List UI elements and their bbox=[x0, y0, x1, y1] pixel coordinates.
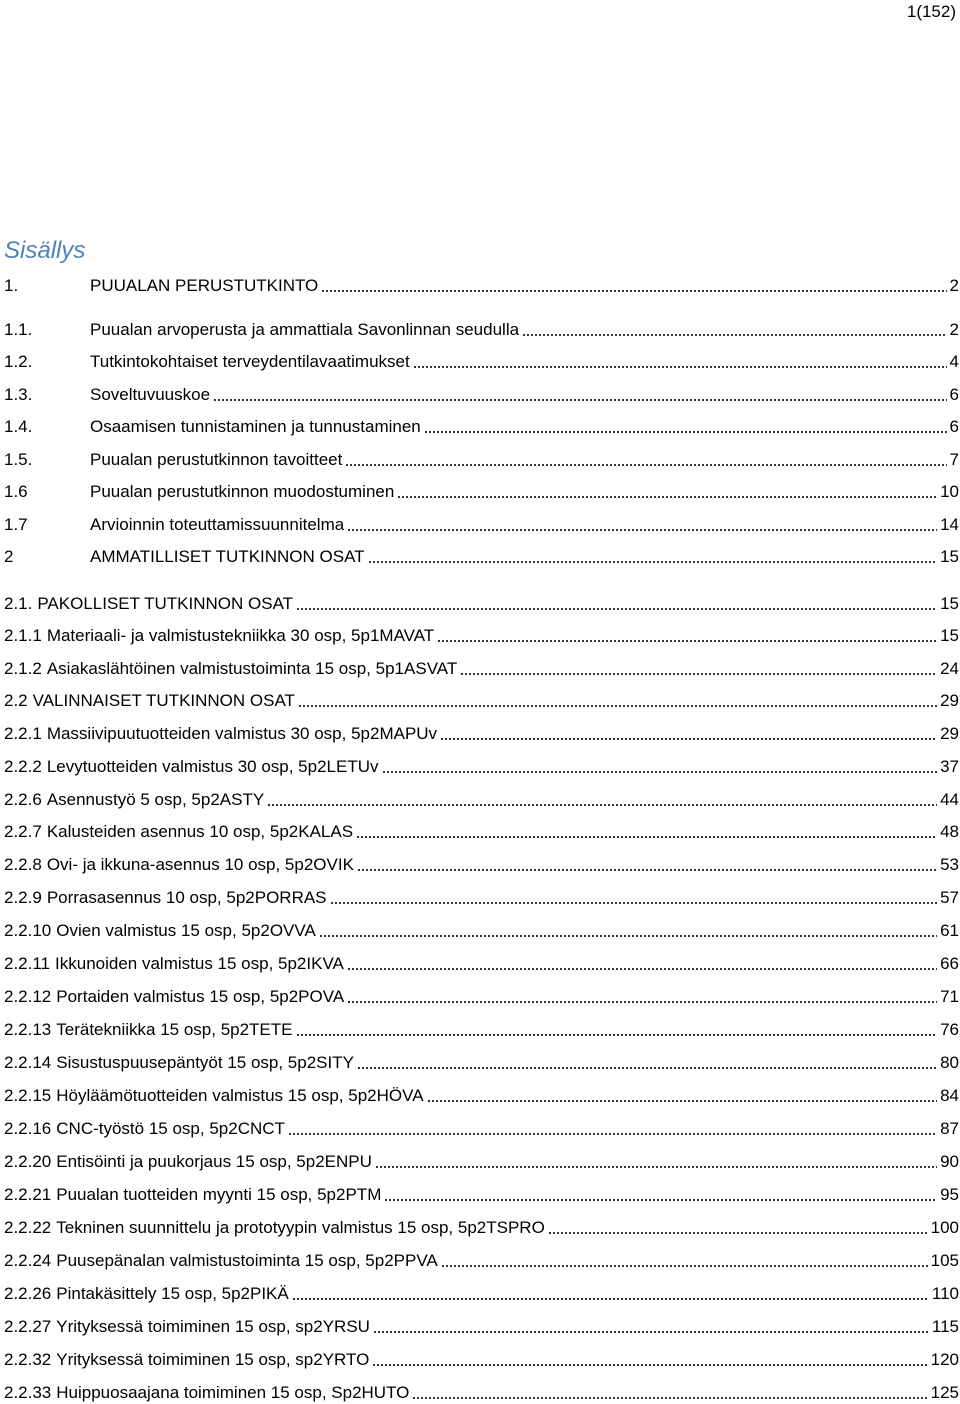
dot-leader bbox=[356, 836, 937, 838]
toc-entry-page: 2 bbox=[949, 276, 959, 295]
toc-entry-title: Höyläämötuotteiden valmistus 15 osp, 5p2HÖVA bbox=[56, 1086, 424, 1105]
toc-entry-title: Ovi- ja ikkuna-asennus 10 osp, 5p2OVIK bbox=[46, 855, 354, 874]
toc-entry-page: 10 bbox=[940, 482, 959, 501]
toc-entry-title: Tutkintokohtaiset terveydentilavaatimukset bbox=[90, 352, 410, 371]
toc-entry-number: 2.2.1 bbox=[4, 724, 42, 743]
toc-entry-title: Puualan arvoperusta ja ammattiala Savonlinnan seudulla bbox=[90, 320, 520, 339]
dot-leader bbox=[427, 1100, 938, 1102]
toc-entry-number: 1.4. bbox=[4, 417, 33, 436]
toc-entry[interactable] bbox=[4, 590, 960, 614]
toc-entry-number: 2.1. bbox=[4, 594, 33, 613]
dot-leader bbox=[321, 290, 946, 292]
toc-entry-number: 2.2.32 bbox=[4, 1350, 52, 1369]
dot-leader bbox=[296, 1034, 938, 1036]
toc-entry-page: 15 bbox=[940, 626, 959, 645]
toc-entry-number: 2.2.21 bbox=[4, 1185, 52, 1204]
toc-entry-number: 2 bbox=[4, 547, 14, 566]
toc-entry-title: CNC-työstö 15 osp, 5p2CNCT bbox=[56, 1119, 285, 1138]
toc-entry-page: 53 bbox=[940, 855, 959, 874]
toc-entry[interactable] bbox=[4, 511, 960, 535]
dot-leader bbox=[424, 431, 947, 433]
toc-entry-number: 2.2 bbox=[4, 691, 28, 710]
toc-entry-number: 2.2.9 bbox=[4, 888, 42, 907]
toc-entry-page: 61 bbox=[940, 921, 959, 940]
toc-entry-title: Levytuotteiden valmistus 30 osp, 5p2LETUv bbox=[46, 757, 379, 776]
toc-entry-number: 2.2.8 bbox=[4, 855, 42, 874]
toc-entry-title: Asiakaslähtöinen valmistustoiminta 15 osp, 5p1ASVAT bbox=[46, 659, 458, 678]
toc-entry-page: 29 bbox=[940, 691, 959, 710]
toc-entry[interactable] bbox=[4, 272, 960, 296]
toc-entry[interactable] bbox=[4, 786, 960, 810]
toc-entry[interactable] bbox=[4, 1280, 960, 1304]
toc-entry-page: 115 bbox=[931, 1317, 959, 1336]
toc-title: Sisällys bbox=[4, 237, 86, 264]
toc-entry-title: Tekninen suunnittelu ja prototyypin valmistus 15 osp, 5p2TSPRO bbox=[56, 1218, 545, 1237]
toc-entry-title: Entisöinti ja puukorjaus 15 osp, 5p2ENPU bbox=[56, 1152, 372, 1171]
toc-entry[interactable] bbox=[4, 622, 960, 646]
toc-entry-number: 2.2.7 bbox=[4, 822, 42, 841]
toc-entry-page: 6 bbox=[949, 385, 959, 404]
toc-entry-number: 2.2.26 bbox=[4, 1284, 52, 1303]
toc-entry-title: Kalusteiden asennus 10 osp, 5p2KALAS bbox=[46, 822, 354, 841]
toc-entry[interactable] bbox=[4, 1082, 960, 1106]
toc-entry-number: 2.2.13 bbox=[4, 1020, 52, 1039]
toc-entry-number: 2.2.14 bbox=[4, 1053, 52, 1072]
toc-entry[interactable] bbox=[4, 1247, 960, 1271]
dot-leader bbox=[347, 968, 937, 970]
toc-entry-title: Puualan perustutkinnon tavoitteet bbox=[90, 450, 343, 469]
toc-entry-page: 110 bbox=[931, 1284, 959, 1303]
toc-entry-title: AMMATILLISET TUTKINNON OSAT bbox=[90, 547, 365, 566]
toc-entry-page: 7 bbox=[949, 450, 959, 469]
toc-entry[interactable] bbox=[4, 446, 960, 470]
dot-leader bbox=[357, 869, 937, 871]
toc-entry[interactable] bbox=[4, 348, 960, 372]
toc-entry[interactable] bbox=[4, 917, 960, 941]
dot-leader bbox=[384, 1199, 937, 1201]
toc-entry-number: 2.2.10 bbox=[4, 921, 52, 940]
toc-entry-number: 2.2.24 bbox=[4, 1251, 52, 1270]
toc-entry-number: 2.2.11 bbox=[4, 954, 51, 973]
toc-entry[interactable] bbox=[4, 1016, 960, 1040]
dot-leader bbox=[460, 673, 937, 675]
dot-leader bbox=[441, 1265, 928, 1267]
dot-leader bbox=[267, 804, 937, 806]
dot-leader bbox=[522, 334, 946, 336]
toc-entry-number: 2.2.12 bbox=[4, 987, 52, 1006]
toc-entry-number: 2.2.20 bbox=[4, 1152, 52, 1171]
dot-leader bbox=[397, 496, 937, 498]
toc-entry[interactable] bbox=[4, 1181, 960, 1205]
toc-entry[interactable] bbox=[4, 851, 960, 875]
toc-entry[interactable] bbox=[4, 1379, 960, 1403]
page-number: 1(152) bbox=[906, 2, 956, 21]
toc-entry-number: 2.2.2 bbox=[4, 757, 42, 776]
toc-entry-title: PUUALAN PERUSTUTKINTO bbox=[90, 276, 319, 295]
toc-entry[interactable] bbox=[4, 950, 960, 974]
toc-entry-page: 90 bbox=[940, 1152, 959, 1171]
toc-entry-number: 1.5. bbox=[4, 450, 33, 469]
toc-entry-title: Ikkunoiden valmistus 15 osp, 5p2IKVA bbox=[55, 954, 344, 973]
toc-entry[interactable] bbox=[4, 687, 960, 711]
dot-leader bbox=[413, 366, 947, 368]
toc-entry[interactable] bbox=[4, 316, 960, 340]
toc-entry[interactable] bbox=[4, 478, 960, 502]
toc-entry-page: 66 bbox=[940, 954, 959, 973]
toc-entry-title: Osaamisen tunnistaminen ja tunnustaminen bbox=[90, 417, 421, 436]
toc-entry-title: Ovien valmistus 15 osp, 5p2OVVA bbox=[56, 921, 316, 940]
toc-entry-page: 95 bbox=[940, 1185, 959, 1204]
toc-entry-page: 76 bbox=[940, 1020, 959, 1039]
toc-entry[interactable] bbox=[4, 720, 960, 744]
toc-entry-title: Portaiden valmistus 15 osp, 5p2POVA bbox=[56, 987, 345, 1006]
toc-entry-number: 1.2. bbox=[4, 352, 33, 371]
toc-entry-number: 2.2.22 bbox=[4, 1218, 52, 1237]
dot-leader bbox=[373, 1331, 929, 1333]
toc-entry-number: 2.2.15 bbox=[4, 1086, 52, 1105]
toc-entry-title: Massiivipuutuotteiden valmistus 30 osp, 5p2MAPUv bbox=[46, 724, 438, 743]
dot-leader bbox=[382, 771, 938, 773]
toc-entry-page: 120 bbox=[930, 1350, 959, 1369]
toc-entry-title: VALINNAISET TUTKINNON OSAT bbox=[32, 691, 295, 710]
toc-entry[interactable] bbox=[4, 413, 960, 437]
toc-entry-number: 1. bbox=[4, 276, 19, 295]
toc-entry-page: 57 bbox=[940, 888, 959, 907]
toc-entry-number: 2.2.6 bbox=[4, 790, 42, 809]
dot-leader bbox=[412, 1397, 927, 1399]
dot-leader bbox=[357, 1067, 937, 1069]
toc-entry-page: 48 bbox=[940, 822, 959, 841]
toc-entry-number: 2.2.16 bbox=[4, 1119, 52, 1138]
toc-entry-title: Pintakäsittely 15 osp, 5p2PIKÄ bbox=[56, 1284, 289, 1303]
toc-entry-page: 29 bbox=[940, 724, 959, 743]
dot-leader bbox=[213, 399, 947, 401]
toc-entry[interactable] bbox=[4, 1313, 960, 1337]
toc-entry-number: 2.2.33 bbox=[4, 1383, 52, 1402]
toc-entry-page: 6 bbox=[949, 417, 959, 436]
toc-entry-title: Puualan tuotteiden myynti 15 osp, 5p2PTM bbox=[56, 1185, 382, 1204]
toc-entry-page: 15 bbox=[940, 547, 959, 566]
toc-entry-page: 84 bbox=[940, 1086, 959, 1105]
toc-entry[interactable] bbox=[4, 1214, 960, 1238]
dot-leader bbox=[347, 1001, 937, 1003]
dot-leader bbox=[347, 529, 937, 531]
toc-entry[interactable] bbox=[4, 1049, 960, 1073]
toc-entry-page: 80 bbox=[940, 1053, 959, 1072]
toc-entry-title: Soveltuvuuskoe bbox=[90, 385, 211, 404]
dot-leader bbox=[375, 1166, 937, 1168]
toc-entry-page: 125 bbox=[930, 1383, 959, 1402]
toc-entry-title: Terätekniikka 15 osp, 5p2TETE bbox=[56, 1020, 293, 1039]
toc-entry-page: 15 bbox=[940, 594, 959, 613]
toc-entry[interactable] bbox=[4, 543, 960, 567]
toc-entry[interactable] bbox=[4, 753, 960, 777]
toc-entry[interactable] bbox=[4, 381, 960, 405]
toc-entry-number: 1.3. bbox=[4, 385, 33, 404]
toc-entry-title: PAKOLLISET TUTKINNON OSAT bbox=[37, 594, 294, 613]
toc-entry-title: Materiaali- ja valmistustekniikka 30 osp, 5p1MAVAT bbox=[46, 626, 435, 645]
dot-leader bbox=[440, 738, 937, 740]
toc-entry[interactable] bbox=[4, 818, 960, 842]
toc-entry[interactable] bbox=[4, 983, 960, 1007]
toc-entry-title: Porrasasennus 10 osp, 5p2PORRAS bbox=[46, 888, 327, 907]
dot-leader bbox=[368, 561, 938, 563]
toc-entry-number: 1.6 bbox=[4, 482, 28, 501]
toc-entry-page: 44 bbox=[940, 790, 959, 809]
toc-entry-title: Puualan perustutkinnon muodostuminen bbox=[90, 482, 395, 501]
dot-leader bbox=[330, 902, 938, 904]
toc-entry-page: 4 bbox=[949, 352, 959, 371]
dot-leader bbox=[319, 935, 937, 937]
toc-entry-title: Asennustyö 5 osp, 5p2ASTY bbox=[46, 790, 265, 809]
dot-leader bbox=[296, 608, 937, 610]
dot-leader bbox=[288, 1133, 937, 1135]
dot-leader bbox=[345, 464, 946, 466]
toc-entry-page: 14 bbox=[940, 515, 959, 534]
toc-entry[interactable] bbox=[4, 1148, 960, 1172]
toc-entry-number: 2.1.1 bbox=[4, 626, 42, 645]
dot-leader bbox=[292, 1298, 929, 1300]
toc-entry-title: Puusepänalan valmistustoiminta 15 osp, 5p2PPVA bbox=[56, 1251, 438, 1270]
toc-entry-title: Yrityksessä toimiminen 15 osp, sp2YRSU bbox=[56, 1317, 370, 1336]
toc-entry[interactable] bbox=[4, 1115, 960, 1139]
toc-entry-page: 37 bbox=[940, 757, 959, 776]
toc-entry-number: 1.1. bbox=[4, 320, 33, 339]
dot-leader bbox=[548, 1232, 928, 1234]
toc-entry-page: 100 bbox=[930, 1218, 959, 1237]
toc-entry-title: Arvioinnin toteuttamissuunnitelma bbox=[90, 515, 345, 534]
toc-entry-page: 71 bbox=[940, 987, 959, 1006]
toc-entry[interactable] bbox=[4, 884, 960, 908]
dot-leader bbox=[298, 705, 937, 707]
toc-entry-number: 1.7 bbox=[4, 515, 28, 534]
toc-entry-page: 105 bbox=[930, 1251, 959, 1270]
toc-entry-title: Sisustuspuusepäntyöt 15 osp, 5p2SITY bbox=[56, 1053, 354, 1072]
toc-entry-title: Yrityksessä toimiminen 15 osp, sp2YRTO bbox=[56, 1350, 370, 1369]
toc-entry-title: Huippuosaajana toimiminen 15 osp, Sp2HUTO bbox=[56, 1383, 410, 1402]
toc-entry-number: 2.2.27 bbox=[4, 1317, 52, 1336]
toc-entry-page: 87 bbox=[940, 1119, 959, 1138]
toc-entry-page: 24 bbox=[940, 659, 959, 678]
dot-leader bbox=[437, 640, 937, 642]
dot-leader bbox=[372, 1364, 927, 1366]
toc-entry-page: 2 bbox=[949, 320, 959, 339]
toc-entry[interactable] bbox=[4, 655, 960, 679]
toc-entry-number: 2.1.2 bbox=[4, 659, 42, 678]
toc-entry[interactable] bbox=[4, 1346, 960, 1370]
